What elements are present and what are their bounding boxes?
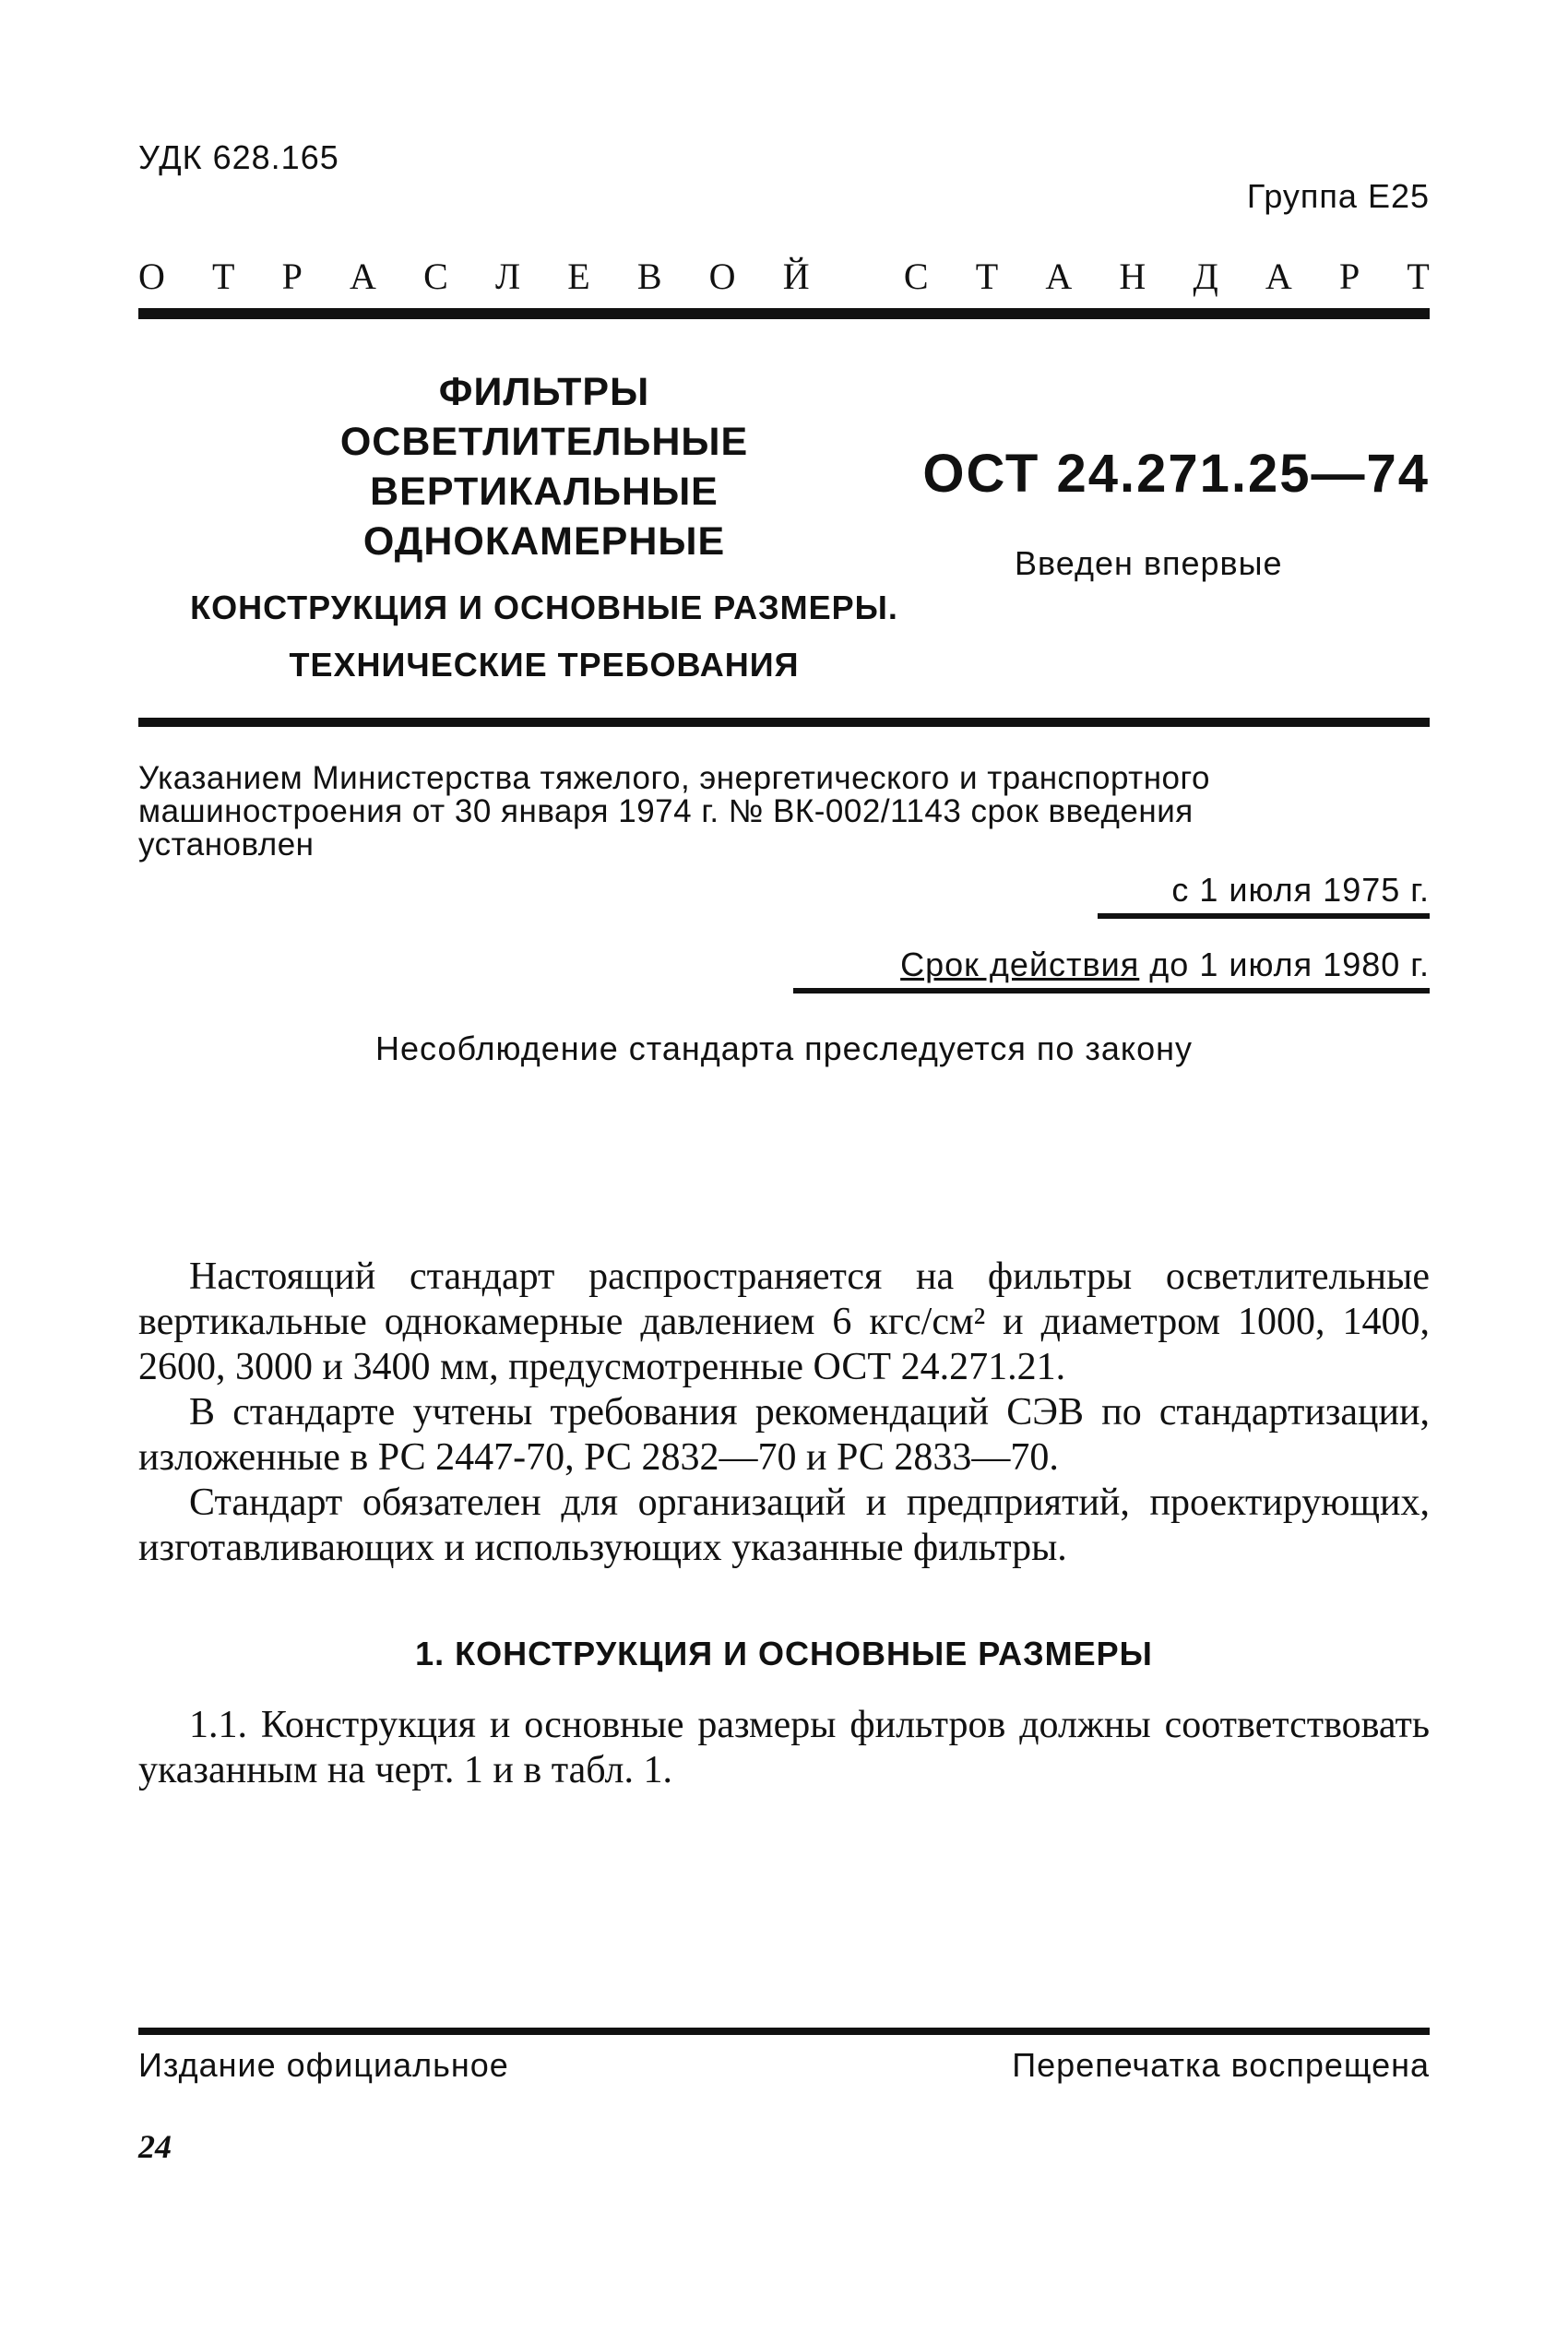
paragraph: Настоящий стандарт распространяется на фильтры осветлительные вертикальные однокамерные давлением 6 кгс/см² и диаметром 1000, 1400, 2600, 3000 и 3400 мм, предусмотренные ОСТ 24.271.21. (138, 1255, 1430, 1388)
banner-heading (138, 255, 1430, 298)
banner-letter: Т (975, 256, 999, 297)
banner-letter: Д (1193, 256, 1218, 297)
standard-number: ОСТ 24.271.25—74 (922, 444, 1430, 504)
effective-date-rule (1098, 913, 1430, 919)
decree-line: установлен (138, 827, 315, 863)
paragraph: 1.1. Конструкция и основные размеры фильтров должны соответствовать указанным на черт. 1 и в табл. 1. (138, 1704, 1430, 1791)
banner-letter: Л (494, 256, 521, 297)
group-code: Группа Е25 (1246, 177, 1430, 215)
decree-text (138, 762, 1430, 862)
banner-letter: Й (782, 256, 810, 297)
official-edition-note: Издание официальное (138, 2046, 509, 2084)
title-line: ФИЛЬТРЫ (438, 370, 650, 414)
page-number: 24 (138, 2128, 172, 2165)
banner-letter: Т (1407, 256, 1430, 297)
introduction (138, 1255, 1430, 1571)
subtitle-line: ТЕХНИЧЕСКИЕ ТРЕБОВАНИЯ (289, 646, 800, 684)
document-subtitle (138, 579, 950, 694)
banner-letter: А (1265, 256, 1292, 297)
section-body (138, 1703, 1430, 1793)
subtitle-line: КОНСТРУКЦИЯ И ОСНОВНЫЕ РАЗМЕРЫ. (190, 589, 898, 626)
decree-line: Указанием Министерства тяжелого, энергетического и транспортного (138, 760, 1210, 796)
legal-warning: Несоблюдение стандарта преследуется по закону (375, 1029, 1193, 1067)
banner-letter: Р (281, 256, 303, 297)
decree-line: машиностроения от 30 января 1974 г. № ВК-002/1143 срок введения (138, 793, 1194, 829)
banner-letter: А (350, 256, 376, 297)
introduced-note: Введен впервые (1015, 544, 1283, 582)
title-line: ОСВЕТЛИТЕЛЬНЫЕ (339, 420, 749, 464)
banner-letter: А (1045, 256, 1073, 297)
banner-letter: Е (567, 256, 590, 297)
banner-letter: С (423, 256, 448, 297)
header-rule (138, 308, 1430, 319)
document-title (138, 367, 950, 566)
banner-letter: Н (1119, 256, 1146, 297)
banner-letter: Т (212, 256, 235, 297)
validity-label: Срок действия (900, 946, 1140, 983)
banner-letter: О (138, 256, 165, 297)
banner-letter: В (636, 256, 662, 297)
reprint-prohibited-note: Перепечатка воспрещена (1012, 2046, 1430, 2084)
title-line: ОДНОКАМЕРНЫЕ (362, 519, 726, 564)
banner-letter: Р (1338, 256, 1360, 297)
paragraph: В стандарте учтены требования рекомендаций СЭВ по стандартизации, изложенные в РС 2447-70, РС 2832—70 и РС 2833—70. (138, 1391, 1430, 1479)
title-rule (138, 718, 1430, 727)
title-line: ВЕРТИКАЛЬНЫЕ (370, 470, 719, 514)
validity-period (900, 946, 1430, 984)
paragraph: Стандарт обязателен для организаций и предприятий, проектирующих, изготавливающих и использующих указанные фильтры. (138, 1481, 1430, 1569)
validity-date: до 1 июля 1980 г. (1149, 946, 1430, 983)
effective-date: с 1 июля 1975 г. (1171, 871, 1430, 909)
banner-letter: О (708, 256, 736, 297)
footer-rule (138, 2028, 1430, 2035)
validity-rule (793, 988, 1430, 993)
udk-code: УДК 628.165 (138, 138, 339, 176)
section-heading: 1. КОНСТРУКЦИЯ И ОСНОВНЫЕ РАЗМЕРЫ (415, 1635, 1153, 1672)
banner-letter: С (903, 256, 929, 297)
